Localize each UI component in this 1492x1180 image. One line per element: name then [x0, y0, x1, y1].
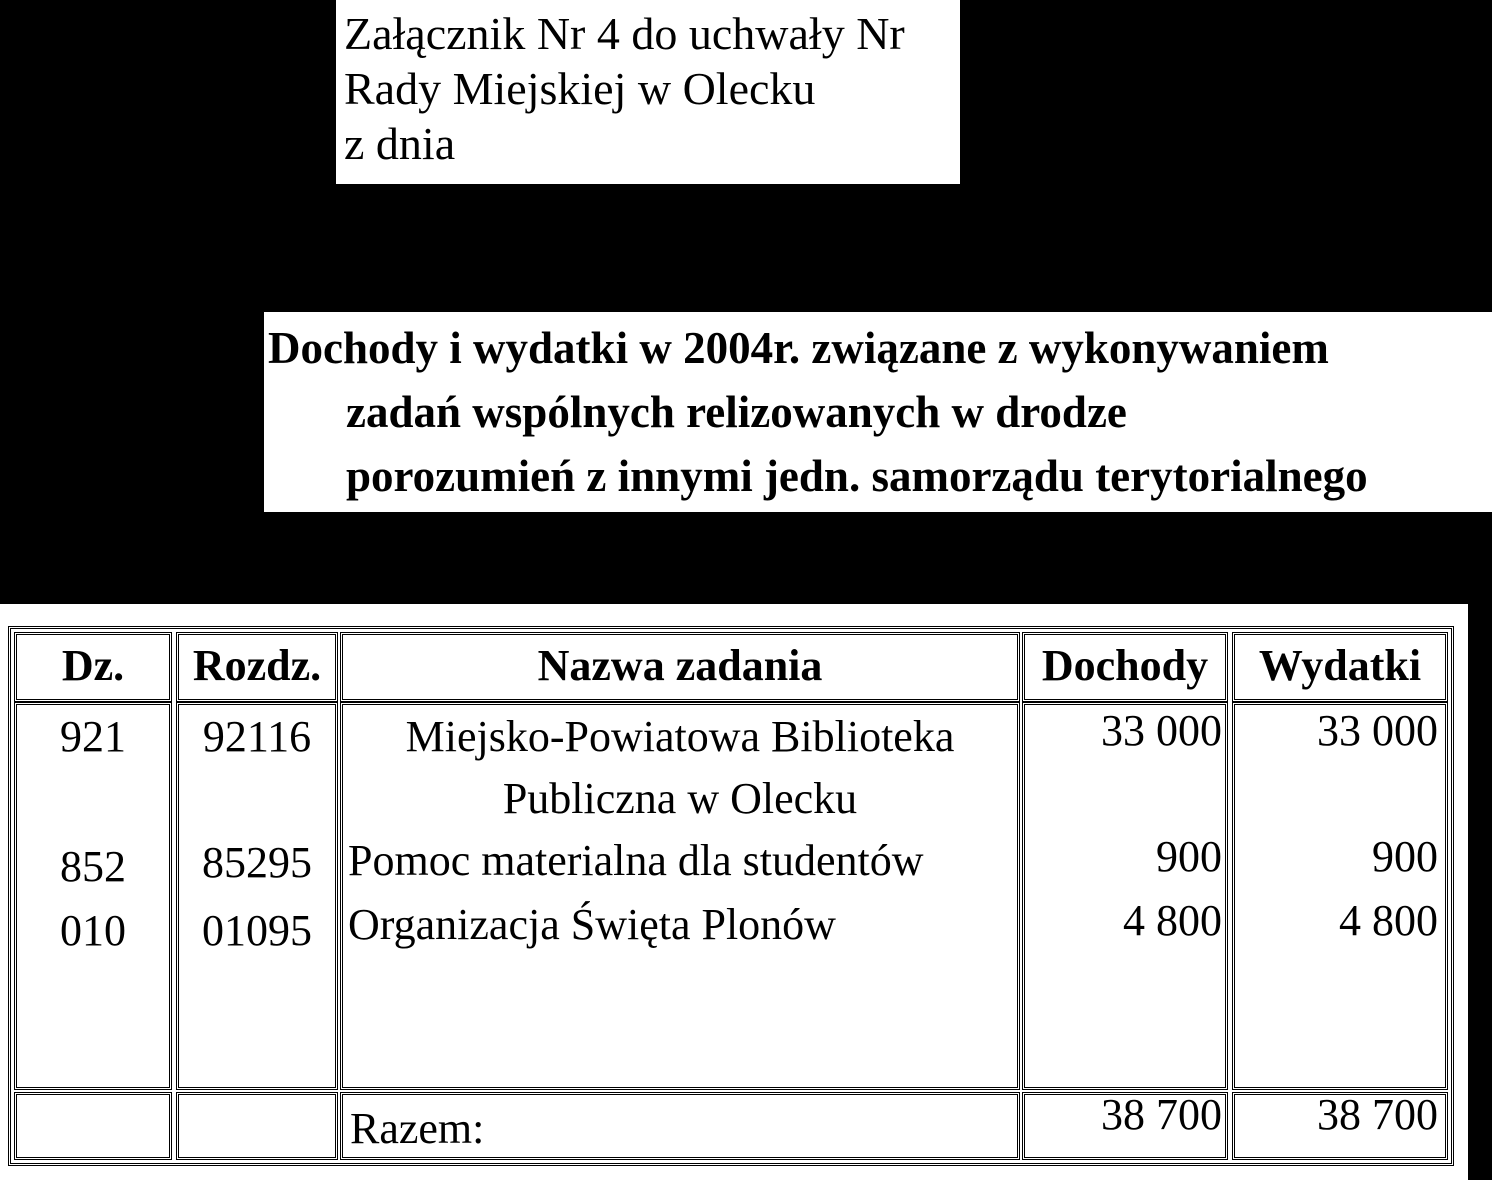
total-cell-rozdz: [176, 1092, 338, 1160]
document-header: [336, 0, 960, 184]
header-line-1: Załącznik Nr 4 do uchwały Nr: [344, 8, 905, 59]
table-row-nazwa-line1: Miejsko-Powiatowa Biblioteka: [405, 712, 955, 761]
total-dochody: 38 700: [1101, 1090, 1222, 1139]
total-cell-dz: [14, 1092, 172, 1160]
header-dz: Dz.: [61, 641, 125, 690]
header-line-2: Rady Miejskiej w Olecku: [344, 63, 816, 114]
total-label: Razem:: [350, 1104, 485, 1153]
table-row-dz: 852: [60, 842, 126, 891]
table-row-wydatki: 4 800: [1339, 896, 1438, 945]
header-nazwa: Nazwa zadania: [537, 641, 823, 690]
header-line-3: z dnia: [344, 118, 456, 169]
table-row-nazwa: Pomoc materialna dla studentów: [348, 836, 924, 885]
table-row-dz: 921: [60, 712, 126, 761]
title-line-3: porozumień z innymi jedn. samorządu terytorialnego: [346, 451, 1368, 501]
table-row-nazwa-line2: Publiczna w Olecku: [502, 774, 858, 823]
document-title: [264, 312, 1492, 512]
header-dochody: Dochody: [1041, 641, 1209, 690]
table-row-rozdz: 92116: [202, 712, 312, 761]
table-row-rozdz: 85295: [202, 838, 312, 887]
table-row-dochody: 4 800: [1123, 896, 1222, 945]
table-row-wydatki: 33 000: [1317, 706, 1438, 755]
total-wydatki: 38 700: [1317, 1090, 1438, 1139]
title-line-2: zadań wspólnych relizowanych w drodze: [346, 387, 1127, 437]
table-row-nazwa: Organizacja Święta Plonów: [348, 900, 836, 949]
table-row-rozdz: 01095: [202, 906, 312, 955]
table-row-wydatki: 900: [1372, 832, 1438, 881]
table-row-dochody: 900: [1156, 832, 1222, 881]
header-rozdz: Rozdz.: [192, 641, 322, 690]
header-wydatki: Wydatki: [1258, 641, 1422, 690]
table-row-dz: 010: [60, 906, 126, 955]
title-line-1: Dochody i wydatki w 2004r. związane z wykonywaniem: [268, 323, 1329, 373]
table-container: [0, 604, 1468, 1180]
table-row-dochody: 33 000: [1101, 706, 1222, 755]
